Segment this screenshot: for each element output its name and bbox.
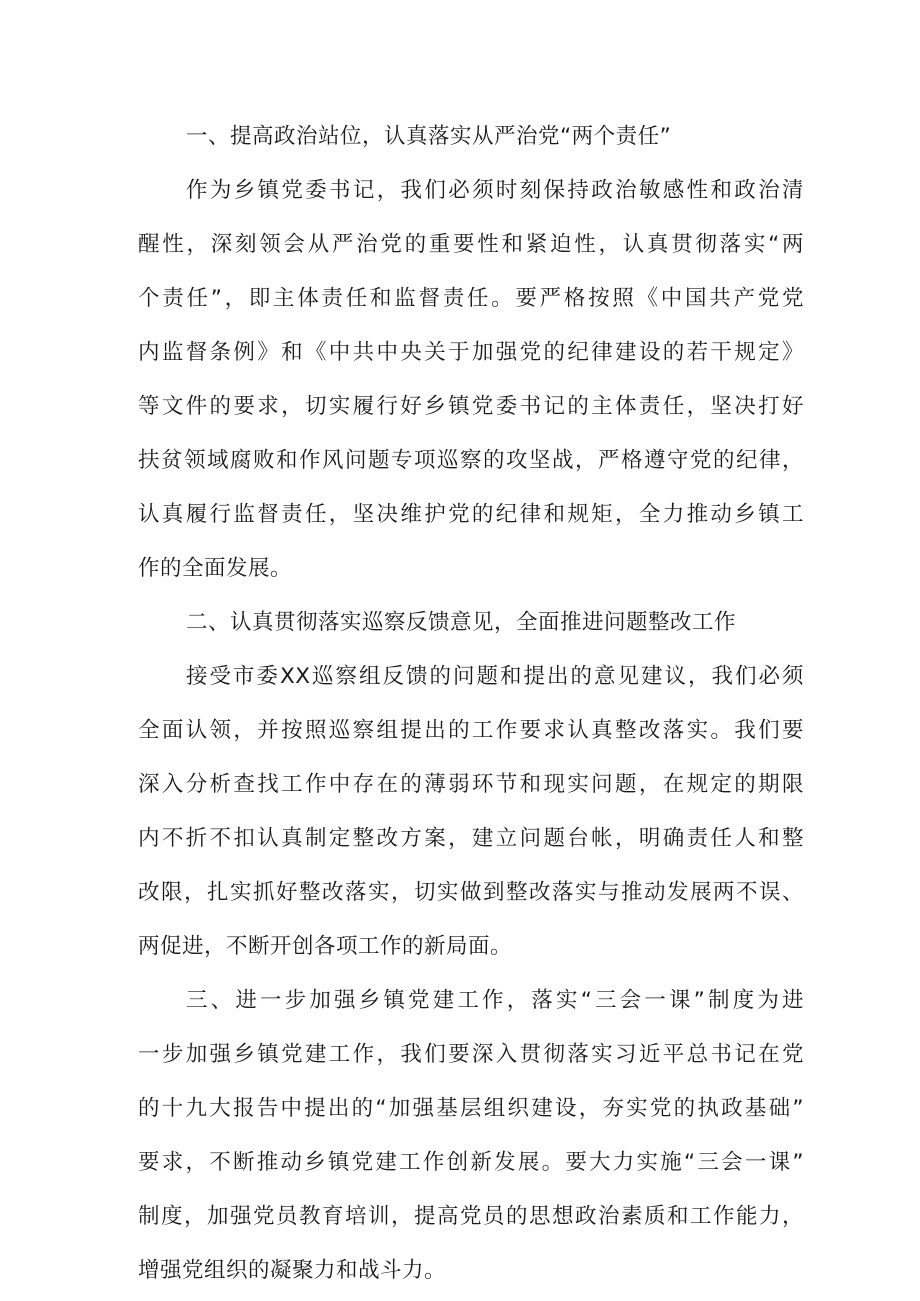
paragraph-line: 两促进，不断开创各项工作的新局面。	[138, 934, 513, 959]
paragraph-line: 改限，扎实抓好整改落实，切实做到整改落实与推动发展两不误、	[138, 880, 804, 905]
paragraph-line: 作为乡镇党委书记，我们必须时刻保持政治敏感性和政治清	[186, 178, 804, 203]
paragraph-line: 作的全面发展。	[138, 556, 293, 581]
paragraph-line: 接受市委XX巡察组反馈的问题和提出的意见建议，我们必须	[186, 664, 804, 689]
paragraph-line: 深入分析查找工作中存在的薄弱环节和现实问题，在规定的期限	[138, 772, 804, 797]
paragraph-line: 要求，不断推动乡镇党建工作创新发展。要大力实施“三会一课”	[138, 1150, 804, 1175]
paragraph-line: 内不折不扣认真制定整改方案，建立问题台帐，明确责任人和整	[138, 826, 804, 851]
paragraph-line: 制度，加强党员教育培训，提高党员的思想政治素质和工作能力，	[138, 1204, 804, 1229]
paragraph-line: 的十九大报告中提出的“加强基层组织建设，夯实党的执政基础”	[138, 1096, 804, 1121]
paragraph-line: 等文件的要求，切实履行好乡镇党委书记的主体责任，坚决打好	[138, 394, 804, 419]
paragraph-line: 内监督条例》和《中共中央关于加强党的纪律建设的若干规定》	[138, 340, 804, 365]
paragraph-line: 一步加强乡镇党建工作，我们要深入贯彻落实习近平总书记在党	[138, 1042, 804, 1067]
section-1-heading: 一、提高政治站位，认真落实从严治党“两个责任”	[186, 124, 672, 149]
paragraph-line: 增强党组织的凝聚力和战斗力。	[138, 1258, 447, 1283]
paragraph-line: 醒性，深刻领会从严治党的重要性和紧迫性，认真贯彻落实“两	[138, 232, 804, 257]
paragraph-line: 扶贫领域腐败和作风问题专项巡察的攻坚战，严格遵守党的纪律，	[138, 448, 804, 473]
section-2-heading: 二、认真贯彻落实巡察反馈意见，全面推进问题整改工作	[186, 610, 737, 635]
section-3-heading: 三、进一步加强乡镇党建工作，落实“三会一课”制度为进	[186, 988, 804, 1013]
paragraph-line: 全面认领，并按照巡察组提出的工作要求认真整改落实。我们要	[138, 718, 804, 743]
paragraph-line: 个责任”，即主体责任和监督责任。要严格按照《中国共产党党	[138, 286, 804, 311]
document-body	[138, 110, 804, 1298]
paragraph-line: 认真履行监督责任，坚决维护党的纪律和规矩，全力推动乡镇工	[138, 502, 804, 527]
